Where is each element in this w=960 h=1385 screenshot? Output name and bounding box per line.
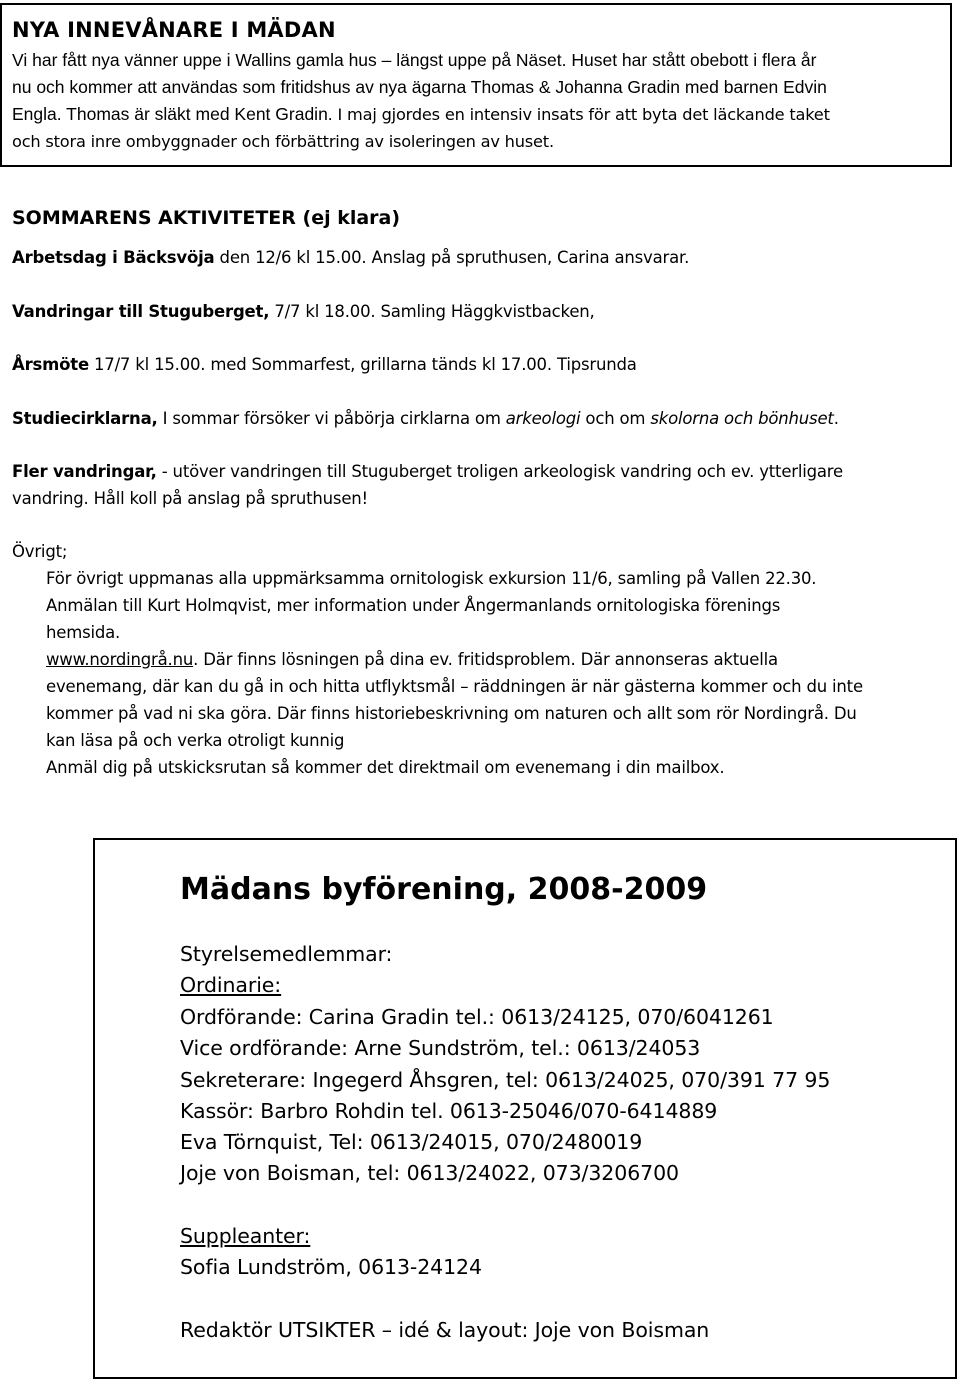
- summer-item-3-bold: Årsmöte: [12, 355, 89, 374]
- board-member-2: Vice ordförande: Arne Sundström, tel.: 0613/24053: [180, 1036, 701, 1060]
- other-line-7: Anmäl dig på utskicksrutan så kommer det direktmail om evenemang i din mailbox.: [46, 758, 725, 777]
- new-residents-line-4: och stora inre ombyggnader och förbättring av isoleringen av huset.: [12, 132, 554, 151]
- more-walks: [12, 458, 942, 512]
- other-line-6: kan läsa på och verka otroligt kunnig: [46, 731, 345, 750]
- study-circles-italic-2: skolorna och bönhuset: [650, 409, 834, 428]
- study-circles-italic-1: arkeologi: [505, 409, 581, 428]
- other-link-line: [12, 646, 942, 673]
- summer-item-1-text: den 12/6 kl 15.00. Anslag på spruthusen, Carina ansvarar.: [214, 248, 690, 267]
- study-circles-bold: Studiecirklarna,: [12, 409, 158, 428]
- new-residents-line-1: Vi har fått nya vänner uppe i Wallins gamla hus – längst uppe på Näset. Huset har stått obebott i flera år: [12, 50, 817, 70]
- board-ordinary-label: Ordinarie:: [180, 973, 282, 997]
- new-residents-box: [0, 3, 952, 167]
- other-link-rest: . Där finns lösningen på dina ev. fritidsproblem. Där annonseras aktuella: [193, 650, 778, 669]
- board-member-6: Joje von Boisman, tel: 0613/24022, 073/3206700: [180, 1161, 679, 1185]
- board-deputies-label: Suppleanter:: [180, 1224, 311, 1248]
- more-walks-bold: Fler vandringar,: [12, 462, 157, 481]
- new-residents-line-2: nu och kommer att användas som fritidshus av nya ägarna Thomas & Johanna Gradin med barnen Edvin: [12, 77, 827, 97]
- website-link[interactable]: www.nordingrå.nu: [46, 650, 194, 669]
- board-deputy-1: Sofia Lundström, 0613-24124: [180, 1255, 482, 1279]
- summer-activities-heading: SOMMARENS AKTIVITETER (ej klara): [12, 207, 401, 229]
- board-title: Mädans byförening, 2008-2009: [180, 872, 708, 907]
- summer-item-3-text: 17/7 kl 15.00. med Sommarfest, grillarna tänds kl 17.00. Tipsrunda: [88, 355, 637, 374]
- study-circles-text-2: och om: [580, 409, 651, 428]
- summer-item-3: [12, 351, 942, 378]
- board-member-3: Sekreterare: Ingegerd Åhsgren, tel: 0613/24025, 070/391 77 95: [180, 1068, 831, 1092]
- more-walks-text: - utöver vandringen till Stuguberget troligen arkeologisk vandring och ev. ytterligare: [156, 462, 843, 481]
- new-residents-line-3a: Engla. Thomas är släkt med Kent Gradin.: [12, 104, 338, 124]
- other-line-2: Anmälan till Kurt Holmqvist, mer information under Ångermanlands ornitologiska förenings: [46, 596, 781, 615]
- other-line-4: evenemang, där kan du gå in och hitta utflyktsmål – räddningen är när gästerna kommer och du inte: [46, 677, 863, 696]
- summer-item-2-bold: Vandringar till Stuguberget,: [12, 302, 270, 321]
- board-member-1: Ordförande: Carina Gradin tel.: 0613/24125, 070/6041261: [180, 1005, 774, 1029]
- board-member-5: Eva Törnquist, Tel: 0613/24015, 070/2480019: [180, 1130, 643, 1154]
- study-circles-text-1: I sommar försöker vi påbörja cirklarna om: [157, 409, 506, 428]
- other-line-1: För övrigt uppmanas alla uppmärksamma ornitologisk exkursion 11/6, samling på Vallen 22.30.: [46, 569, 817, 588]
- other-line-5: kommer på vad ni ska göra. Där finns historiebeskrivning om naturen och allt som rör Nordingrå. Du: [46, 704, 857, 723]
- other-section: [12, 538, 942, 781]
- more-walks-line-2: vandring. Håll koll på anslag på spruthusen!: [12, 489, 368, 508]
- board-member-4: Kassör: Barbro Rohdin tel. 0613-25046/070-6414889: [180, 1099, 718, 1123]
- summer-item-2-text: 7/7 kl 18.00. Samling Häggkvistbacken,: [269, 302, 595, 321]
- board-box: [93, 838, 957, 1379]
- board-editor: Redaktör UTSIKTER – idé & layout: Joje von Boisman: [180, 1318, 710, 1342]
- board-subtitle: Styrelsemedlemmar:: [180, 942, 393, 966]
- other-line-3: hemsida.: [46, 623, 121, 642]
- study-circles: [12, 405, 942, 432]
- study-circles-text-3: .: [833, 409, 839, 428]
- other-heading: Övrigt;: [12, 542, 68, 561]
- summer-item-1-bold: Arbetsdag i Bäcksvöja: [12, 248, 215, 267]
- new-residents-line-3b: I maj gjordes en intensiv insats för att byta det läckande taket: [337, 105, 830, 124]
- summer-item-1: [12, 244, 942, 271]
- new-residents-title: NYA INNEVÅNARE I MÄDAN: [12, 18, 336, 42]
- summer-item-2: [12, 298, 942, 325]
- new-residents-line-3: [12, 101, 940, 128]
